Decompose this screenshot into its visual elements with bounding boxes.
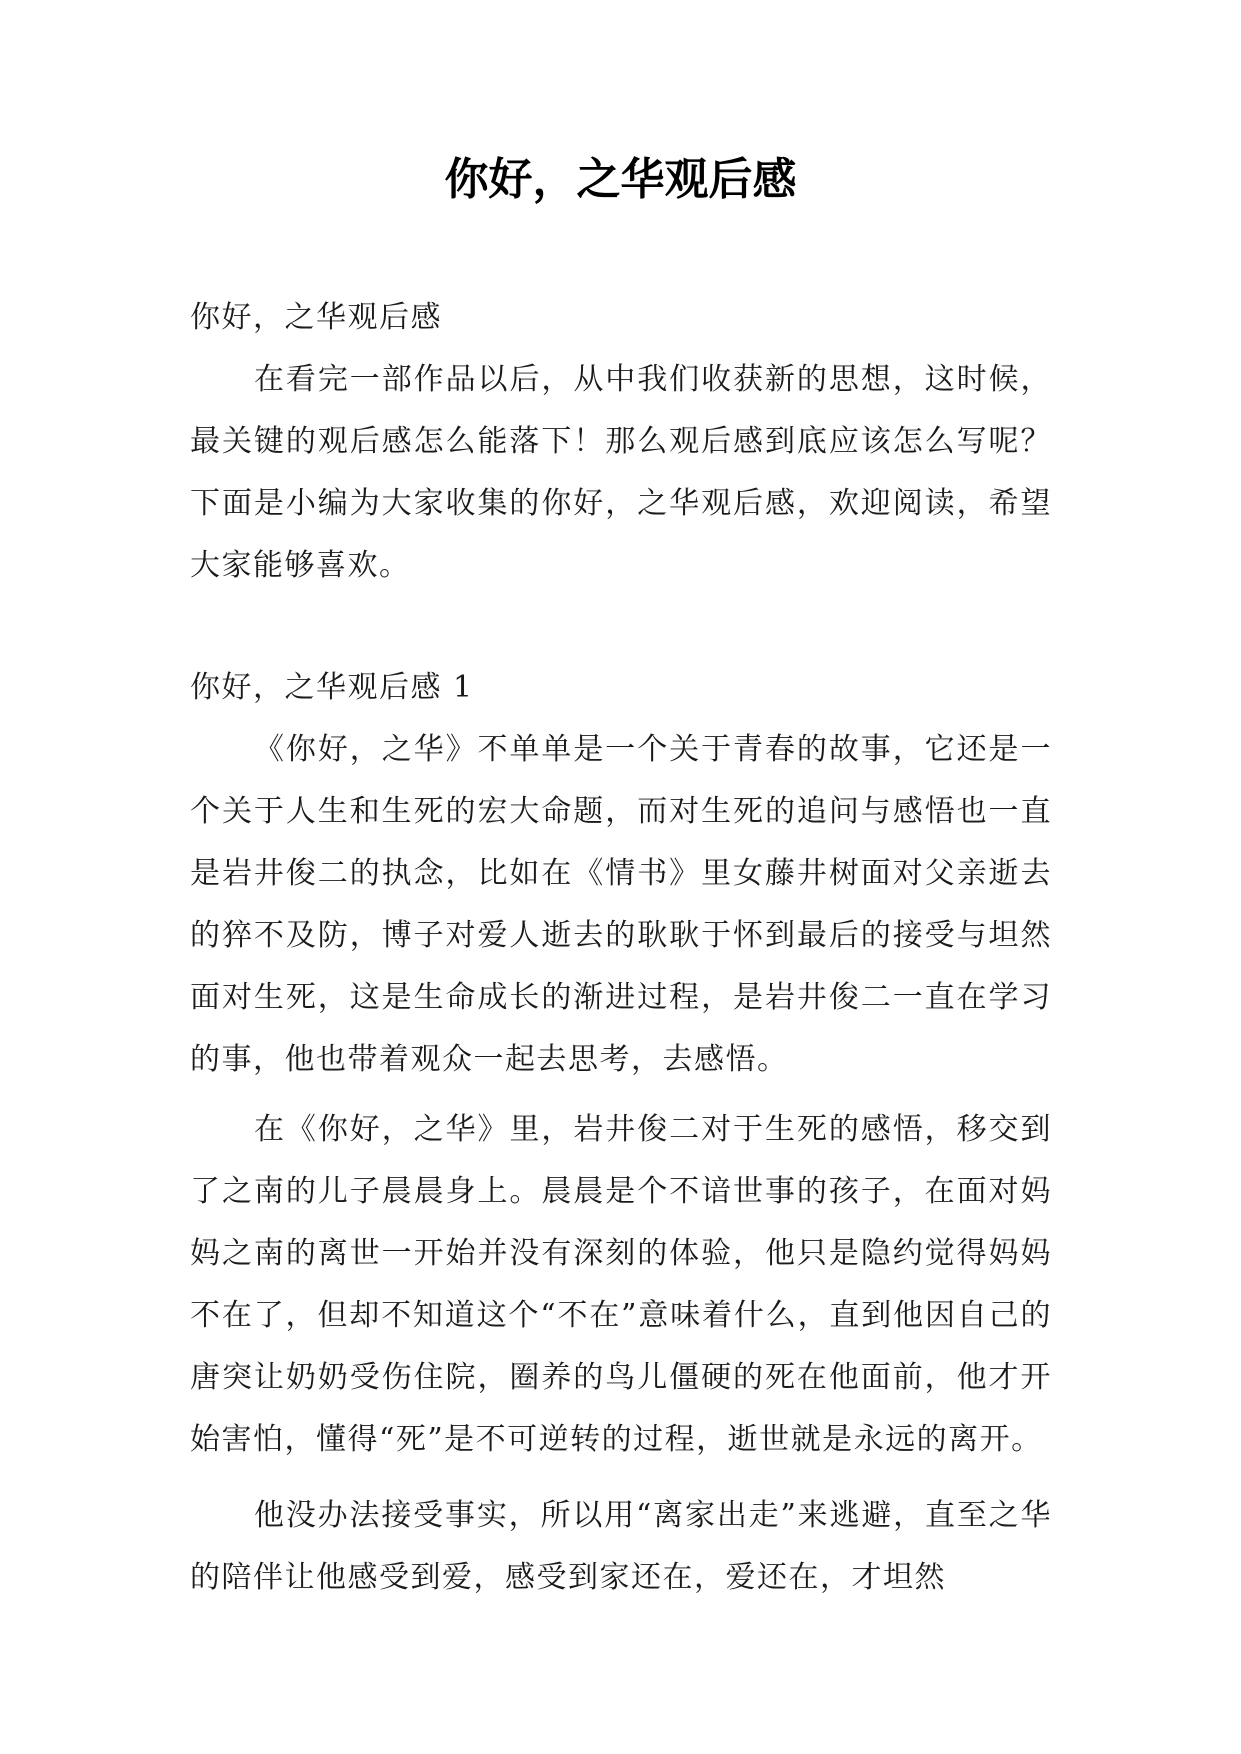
section1-paragraph-1: 《你好，之华》不单单是一个关于青春的故事，它还是一个关于人生和生死的宏大命题，而对生死的追问与感悟也一直是岩井俊二的执念，比如在《情书》里女藤井树面对父亲逝去的猝不及防，博子对爱人逝去的耿耿于怀到最后的接受与坦然面对生死，这是生命成长的渐进过程，是岩井俊二一直在学习的事，他也带着观众一起去思考，去感悟。 <box>190 732 1052 1077</box>
section1-paragraph-3: 他没办法接受事实，所以用“离家出走”来逃避，直至之华的陪伴让他感受到爱，感受到家还在，爱还在，才坦然 <box>190 1498 1052 1595</box>
document-title: 你好，之华观后感 <box>444 154 797 205</box>
section1-heading: 你好，之华观后感 1 <box>190 670 474 705</box>
document-body <box>190 287 1052 1609</box>
intro-paragraph: 在看完一部作品以后，从中我们收获新的思想，这时候，最关键的观后感怎么能落下！那么观后感到底应该怎么写呢？下面是小编为大家收集的你好，之华观后感，欢迎阅读，希望大家能够喜欢。 <box>190 362 1052 583</box>
section1-paragraph-2: 在《你好，之华》里，岩井俊二对于生死的感悟，移交到了之南的儿子晨晨身上。晨晨是个不谙世事的孩子，在面对妈妈之南的离世一开始并没有深刻的体验，他只是隐约觉得妈妈不在了，但却不知道这个“不在”意味着什么，直到他因自己的唐突让奶奶受伤住院，圈养的鸟儿僵硬的死在他面前，他才开始害怕，懂得“死”是不可逆转的过程，逝世就是永远的离开。 <box>190 1112 1052 1457</box>
section-spacer <box>190 597 1052 657</box>
intro-heading: 你好，之华观后感 <box>190 300 442 335</box>
